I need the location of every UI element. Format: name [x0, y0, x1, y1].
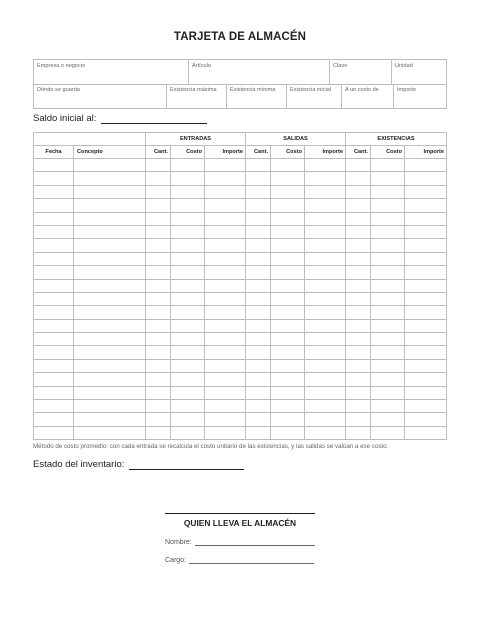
table-cell[interactable] [346, 346, 371, 359]
table-cell[interactable] [271, 346, 305, 359]
table-cell[interactable] [171, 292, 205, 305]
table-cell[interactable] [146, 199, 171, 212]
table-cell[interactable] [271, 266, 305, 279]
table-cell[interactable] [271, 386, 305, 399]
table-cell[interactable] [405, 239, 447, 252]
table-cell[interactable] [371, 172, 405, 185]
table-cell[interactable] [246, 319, 271, 332]
table-cell[interactable] [305, 185, 346, 198]
estado-inventario-label: Estado del inventario: [33, 459, 125, 470]
estado-inventario [33, 459, 244, 470]
table-cell[interactable] [346, 292, 371, 305]
table-cell[interactable] [205, 346, 246, 359]
table-cell[interactable] [34, 199, 74, 212]
field-articulo[interactable]: Artículo [188, 60, 329, 84]
table-cell[interactable] [346, 319, 371, 332]
table-cell[interactable] [305, 212, 346, 225]
table-cell[interactable] [271, 319, 305, 332]
table-cell[interactable] [246, 386, 271, 399]
table-cell[interactable] [246, 333, 271, 346]
table-cell[interactable] [74, 333, 146, 346]
table-row [34, 386, 447, 399]
table-cell[interactable] [246, 400, 271, 413]
table-cell[interactable] [34, 292, 74, 305]
table-cell[interactable] [171, 212, 205, 225]
table-row [34, 346, 447, 359]
table-cell[interactable] [34, 252, 74, 265]
table-cell[interactable] [346, 306, 371, 319]
col-header-entradas-cant: Cant. [146, 146, 171, 159]
table-cell[interactable] [346, 252, 371, 265]
table-row [34, 400, 447, 413]
table-cell[interactable] [371, 333, 405, 346]
table-cell[interactable] [305, 172, 346, 185]
table-cell[interactable] [146, 292, 171, 305]
table-cell[interactable] [171, 159, 205, 172]
table-cell[interactable] [146, 159, 171, 172]
table-cell[interactable] [271, 279, 305, 292]
table-cell[interactable] [34, 239, 74, 252]
table-cell[interactable] [74, 199, 146, 212]
table-cell[interactable] [34, 400, 74, 413]
table-cell[interactable] [205, 266, 246, 279]
table-cell[interactable] [271, 333, 305, 346]
table-cell[interactable] [346, 239, 371, 252]
table-cell[interactable] [146, 212, 171, 225]
table-cell[interactable] [246, 306, 271, 319]
table-cell[interactable] [371, 346, 405, 359]
table-row [34, 426, 447, 439]
col-header-entradas-costo: Costo [171, 146, 205, 159]
table-cell[interactable] [405, 359, 447, 372]
cargo-field [165, 554, 314, 564]
table-cell[interactable] [205, 306, 246, 319]
table-cell[interactable] [34, 319, 74, 332]
table-cell[interactable] [171, 239, 205, 252]
group-header-salidas: SALIDAS [246, 133, 346, 146]
table-cell[interactable] [34, 266, 74, 279]
table-cell[interactable] [305, 306, 346, 319]
table-cell[interactable] [405, 426, 447, 439]
nombre-field [165, 536, 315, 546]
table-cell[interactable] [205, 426, 246, 439]
field-empresa[interactable]: Empresa o negocio [37, 63, 86, 69]
table-cell[interactable] [171, 413, 205, 426]
table-cell[interactable] [305, 266, 346, 279]
table-cell[interactable] [305, 413, 346, 426]
table-row [34, 306, 447, 319]
table-cell[interactable] [305, 346, 346, 359]
table-cell[interactable] [205, 239, 246, 252]
table-row [34, 359, 447, 372]
table-cell[interactable] [305, 333, 346, 346]
signature-line[interactable] [165, 513, 315, 514]
table-cell[interactable] [271, 292, 305, 305]
col-header-existencias-costo: Costo [371, 146, 405, 159]
table-cell[interactable] [405, 199, 447, 212]
field-donde-se-guarda[interactable]: Dónde se guarda [37, 87, 80, 93]
table-cell[interactable] [305, 292, 346, 305]
table-cell[interactable] [74, 212, 146, 225]
table-cell[interactable] [74, 413, 146, 426]
table-cell[interactable] [205, 319, 246, 332]
table-cell[interactable] [405, 400, 447, 413]
table-cell[interactable] [34, 225, 74, 238]
table-cell[interactable] [205, 279, 246, 292]
table-cell[interactable] [346, 212, 371, 225]
table-cell[interactable] [405, 172, 447, 185]
field-importe[interactable]: Importe [393, 84, 448, 109]
table-cell[interactable] [246, 199, 271, 212]
table-cell[interactable] [74, 159, 146, 172]
table-cell[interactable] [74, 359, 146, 372]
info-row-2 [34, 84, 446, 109]
group-header-row [34, 133, 447, 146]
table-cell[interactable] [305, 225, 346, 238]
table-row [34, 319, 447, 332]
table-cell[interactable] [271, 185, 305, 198]
table-cell[interactable] [371, 292, 405, 305]
col-header-fecha: Fecha [34, 146, 74, 159]
field-clave[interactable]: Clave [329, 60, 391, 84]
table-cell[interactable] [346, 172, 371, 185]
table-cell[interactable] [146, 225, 171, 238]
table-cell[interactable] [171, 386, 205, 399]
table-cell[interactable] [371, 426, 405, 439]
table-cell[interactable] [271, 426, 305, 439]
table-cell[interactable] [171, 319, 205, 332]
table-cell[interactable] [74, 292, 146, 305]
table-cell[interactable] [405, 413, 447, 426]
table-cell[interactable] [346, 225, 371, 238]
table-cell[interactable] [371, 400, 405, 413]
table-cell[interactable] [271, 306, 305, 319]
table-cell[interactable] [271, 359, 305, 372]
table-cell[interactable] [74, 386, 146, 399]
table-cell[interactable] [34, 333, 74, 346]
table-cell[interactable] [74, 252, 146, 265]
signature-title: QUIEN LLEVA EL ALMACÉN [183, 518, 297, 528]
table-row [34, 172, 447, 185]
table-cell[interactable] [74, 306, 146, 319]
table-cell[interactable] [346, 400, 371, 413]
table-cell[interactable] [246, 266, 271, 279]
table-cell[interactable] [171, 306, 205, 319]
table-cell[interactable] [346, 359, 371, 372]
table-cell[interactable] [34, 413, 74, 426]
table-cell[interactable] [371, 359, 405, 372]
group-header-blank [34, 133, 146, 146]
field-unidad[interactable]: Unidad [391, 60, 448, 84]
table-row [34, 185, 447, 198]
table-cell[interactable] [205, 359, 246, 372]
table-cell[interactable] [205, 252, 246, 265]
saldo-inicial [33, 113, 207, 124]
table-cell[interactable] [271, 413, 305, 426]
table-cell[interactable] [74, 319, 146, 332]
table-cell[interactable] [405, 292, 447, 305]
table-cell[interactable] [246, 373, 271, 386]
table-cell[interactable] [246, 159, 271, 172]
table-cell[interactable] [346, 159, 371, 172]
table-cell[interactable] [371, 252, 405, 265]
table-cell[interactable] [271, 400, 305, 413]
table-cell[interactable] [171, 373, 205, 386]
table-cell[interactable] [305, 386, 346, 399]
table-cell[interactable] [146, 279, 171, 292]
table-cell[interactable] [246, 292, 271, 305]
table-cell[interactable] [371, 413, 405, 426]
table-cell[interactable] [246, 426, 271, 439]
table-row [34, 292, 447, 305]
table-cell[interactable] [146, 386, 171, 399]
table-cell[interactable] [205, 159, 246, 172]
table-cell[interactable] [371, 185, 405, 198]
table-cell[interactable] [246, 185, 271, 198]
table-cell[interactable] [305, 400, 346, 413]
table-cell[interactable] [34, 185, 74, 198]
field-existencia-minima[interactable]: Existencia mínima [226, 84, 286, 109]
table-cell[interactable] [371, 373, 405, 386]
table-row [34, 239, 447, 252]
table-cell[interactable] [146, 319, 171, 332]
table-cell[interactable] [346, 386, 371, 399]
table-cell[interactable] [305, 279, 346, 292]
table-cell[interactable] [146, 306, 171, 319]
table-cell[interactable] [246, 239, 271, 252]
table-cell[interactable] [171, 333, 205, 346]
table-row [34, 212, 447, 225]
table-cell[interactable] [405, 252, 447, 265]
info-row-1 [34, 60, 446, 85]
table-cell[interactable] [205, 333, 246, 346]
table-cell[interactable] [371, 306, 405, 319]
group-header-existencias: EXISTENCIAS [346, 133, 447, 146]
saldo-inicial-label: Saldo inicial al: [33, 113, 97, 124]
table-cell[interactable] [246, 279, 271, 292]
table-cell[interactable] [371, 212, 405, 225]
table-row [34, 159, 447, 172]
table-cell[interactable] [346, 373, 371, 386]
table-cell[interactable] [146, 185, 171, 198]
table-cell[interactable] [405, 185, 447, 198]
table-cell[interactable] [34, 346, 74, 359]
table-cell[interactable] [146, 239, 171, 252]
table-cell[interactable] [34, 373, 74, 386]
table-cell[interactable] [305, 199, 346, 212]
table-row [34, 279, 447, 292]
table-cell[interactable] [271, 373, 305, 386]
table-cell[interactable] [34, 306, 74, 319]
table-row [34, 413, 447, 426]
col-header-salidas-cant: Cant. [246, 146, 271, 159]
table-cell[interactable] [405, 373, 447, 386]
nombre-label: Nombre: [165, 539, 192, 546]
col-header-existencias-importe: Importe [405, 146, 447, 159]
table-cell[interactable] [371, 386, 405, 399]
field-existencia-inicial[interactable]: Existencia inicial [286, 84, 341, 109]
table-cell[interactable] [74, 426, 146, 439]
table-cell[interactable] [405, 319, 447, 332]
table-cell[interactable] [34, 426, 74, 439]
table-cell[interactable] [146, 400, 171, 413]
table-cell[interactable] [305, 426, 346, 439]
table-cell[interactable] [346, 333, 371, 346]
table-cell[interactable] [371, 159, 405, 172]
table-cell[interactable] [246, 252, 271, 265]
table-cell[interactable] [146, 359, 171, 372]
table-cell[interactable] [205, 386, 246, 399]
table-cell[interactable] [205, 185, 246, 198]
table-cell[interactable] [305, 373, 346, 386]
field-costo[interactable]: A un costo de [341, 84, 393, 109]
group-header-entradas: ENTRADAS [146, 133, 246, 146]
table-cell[interactable] [405, 306, 447, 319]
table-cell[interactable] [371, 239, 405, 252]
table-cell[interactable] [171, 172, 205, 185]
table-cell[interactable] [346, 413, 371, 426]
table-cell[interactable] [74, 279, 146, 292]
table-cell[interactable] [305, 159, 346, 172]
table-cell[interactable] [405, 333, 447, 346]
table-row [34, 373, 447, 386]
table-cell[interactable] [305, 252, 346, 265]
table-cell[interactable] [171, 279, 205, 292]
table-cell[interactable] [271, 252, 305, 265]
table-row [34, 225, 447, 238]
table-cell[interactable] [371, 266, 405, 279]
col-header-entradas-importe: Importe [205, 146, 246, 159]
col-header-salidas-importe: Importe [305, 146, 346, 159]
table-cell[interactable] [305, 319, 346, 332]
table-cell[interactable] [146, 413, 171, 426]
table-cell[interactable] [371, 225, 405, 238]
table-cell[interactable] [74, 266, 146, 279]
table-cell[interactable] [405, 266, 447, 279]
table-cell[interactable] [146, 426, 171, 439]
table-cell[interactable] [205, 199, 246, 212]
table-cell[interactable] [405, 279, 447, 292]
table-cell[interactable] [171, 400, 205, 413]
table-cell[interactable] [171, 359, 205, 372]
table-cell[interactable] [271, 239, 305, 252]
table-cell[interactable] [171, 346, 205, 359]
field-existencia-maxima[interactable]: Existencia máxima [166, 84, 226, 109]
table-cell[interactable] [74, 373, 146, 386]
table-cell[interactable] [246, 359, 271, 372]
table-cell[interactable] [246, 413, 271, 426]
table-cell[interactable] [405, 212, 447, 225]
table-row [34, 333, 447, 346]
table-cell[interactable] [346, 426, 371, 439]
table-cell[interactable] [305, 359, 346, 372]
inventory-table [33, 132, 447, 440]
table-cell[interactable] [205, 225, 246, 238]
table-row [34, 266, 447, 279]
table-cell[interactable] [146, 373, 171, 386]
table-cell[interactable] [405, 159, 447, 172]
table-cell[interactable] [34, 279, 74, 292]
cargo-line[interactable] [189, 554, 314, 564]
nombre-line[interactable] [195, 536, 315, 546]
table-cell[interactable] [171, 252, 205, 265]
table-cell[interactable] [371, 319, 405, 332]
table-cell[interactable] [246, 225, 271, 238]
table-cell[interactable] [346, 185, 371, 198]
table-cell[interactable] [346, 199, 371, 212]
table-cell[interactable] [171, 185, 205, 198]
table-cell[interactable] [205, 212, 246, 225]
table-cell[interactable] [271, 199, 305, 212]
table-cell[interactable] [205, 413, 246, 426]
col-header-existencias-cant: Cant. [346, 146, 371, 159]
table-cell[interactable] [246, 172, 271, 185]
estado-inventario-line[interactable] [129, 460, 244, 470]
table-cell[interactable] [271, 212, 305, 225]
table-cell[interactable] [74, 346, 146, 359]
table-cell[interactable] [34, 172, 74, 185]
table-cell[interactable] [34, 212, 74, 225]
table-cell[interactable] [146, 252, 171, 265]
table-cell[interactable] [246, 346, 271, 359]
table-cell[interactable] [34, 386, 74, 399]
table-cell[interactable] [146, 346, 171, 359]
table-cell[interactable] [34, 359, 74, 372]
table-cell[interactable] [271, 172, 305, 185]
table-cell[interactable] [371, 199, 405, 212]
col-header-concepto: Concepto [74, 146, 146, 159]
page-title: TARJETA DE ALMACÉN [173, 31, 307, 43]
table-row [34, 252, 447, 265]
table-cell[interactable] [346, 279, 371, 292]
table-cell[interactable] [34, 159, 74, 172]
table-cell[interactable] [171, 266, 205, 279]
table-row [34, 199, 447, 212]
table-cell[interactable] [146, 172, 171, 185]
table-cell[interactable] [405, 346, 447, 359]
table-cell[interactable] [371, 279, 405, 292]
table-cell[interactable] [74, 172, 146, 185]
cargo-label: Cargo: [165, 557, 187, 564]
table-cell[interactable] [305, 239, 346, 252]
column-header-row [34, 146, 447, 159]
table-cell[interactable] [146, 333, 171, 346]
table-cell[interactable] [271, 159, 305, 172]
info-box [33, 59, 447, 109]
table-cell[interactable] [205, 292, 246, 305]
table-cell[interactable] [171, 426, 205, 439]
saldo-inicial-line[interactable] [101, 114, 207, 124]
table-cell[interactable] [171, 225, 205, 238]
table-cell[interactable] [74, 400, 146, 413]
table-cell[interactable] [405, 225, 447, 238]
table-cell[interactable] [246, 212, 271, 225]
table-cell[interactable] [346, 266, 371, 279]
table-cell[interactable] [205, 172, 246, 185]
table-cell[interactable] [74, 225, 146, 238]
table-cell[interactable] [171, 199, 205, 212]
table-cell[interactable] [271, 225, 305, 238]
costing-note: Método de costo promedio: con cada entrada se recalcula el costo unitario de las existencias, y las salidas se valúan a ese costo. [33, 443, 389, 450]
table-cell[interactable] [205, 373, 246, 386]
table-cell[interactable] [405, 386, 447, 399]
table-cell[interactable] [74, 239, 146, 252]
table-cell[interactable] [74, 185, 146, 198]
table-cell[interactable] [146, 266, 171, 279]
table-cell[interactable] [205, 400, 246, 413]
col-header-salidas-costo: Costo [271, 146, 305, 159]
